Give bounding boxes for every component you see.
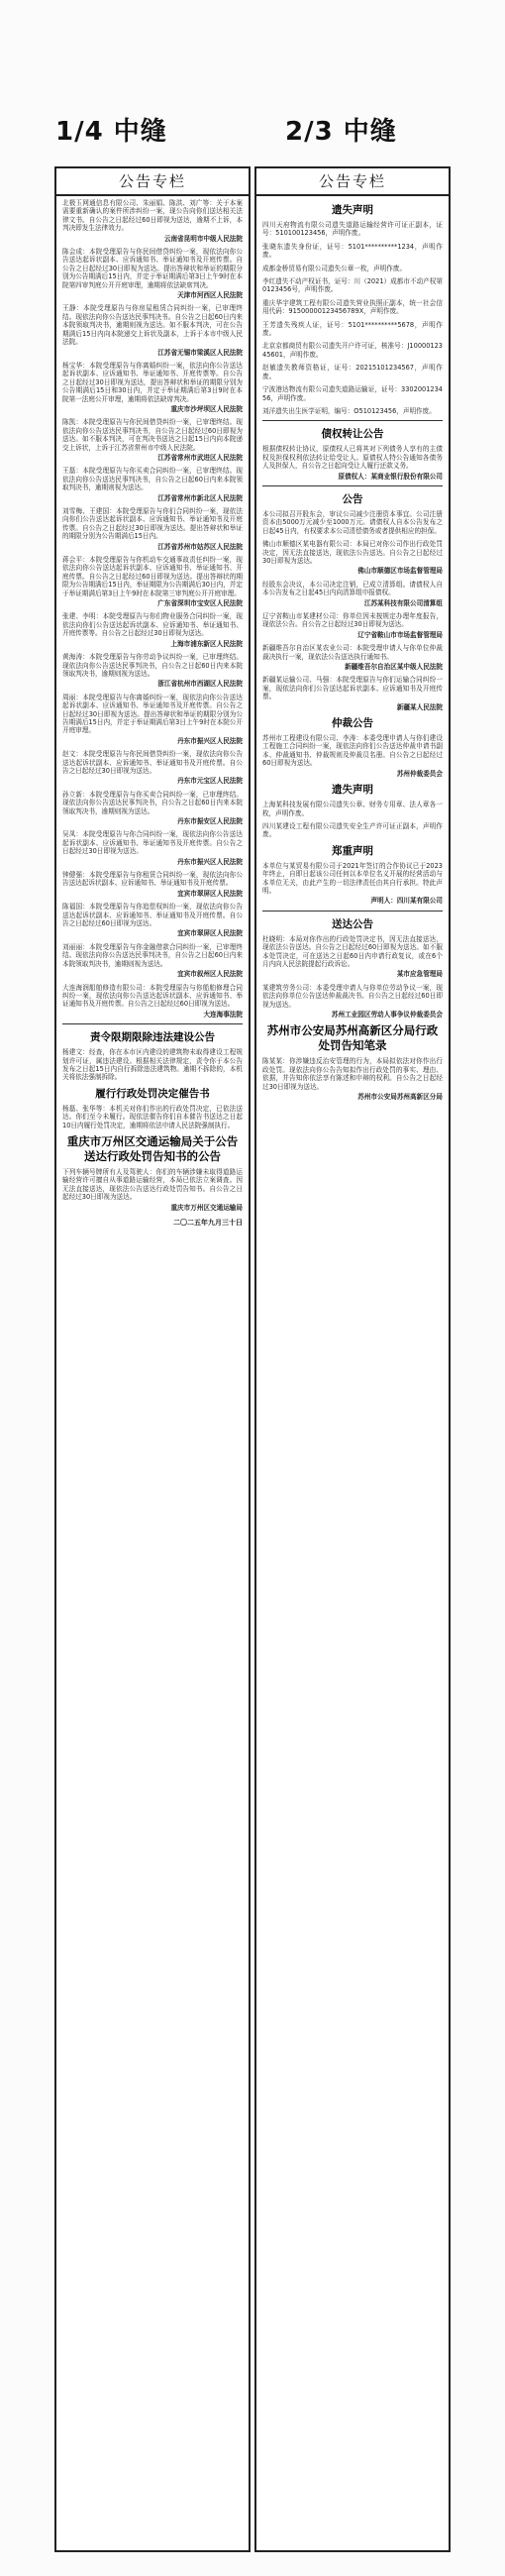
- notice-text: 北极玉网通信息有限公司、朱丽娟、陈洪、刘广等：关于本案需要重新确认的案件所涉纠纷一案，现公告向你们送达相关法律文书。自公告之日起经过60日即视为送达，逾期不上诉，本判决即发生法律效力。: [62, 199, 243, 233]
- notice-signature: 大连海事法院: [203, 1010, 243, 1019]
- notice-text: 本单位与某贸易有限公司于2021年签订的合作协议已于2023年终止，自即日起该公司任何以本单位名义开展的经营活动与本单位无关，由此产生的一切法律责任由其自行承担。特此声明。: [262, 861, 443, 895]
- divider: [262, 911, 443, 912]
- notice-signature: 宜宾市翠屏区人民法院: [177, 929, 243, 938]
- divider: [262, 420, 443, 421]
- notice-text: 赵敏遗失教师资格证，证号：20215101234567，声明作废。: [262, 364, 443, 380]
- section-wanzhou-transport-items: [62, 1168, 243, 1212]
- notice-signature: 重庆市沙坪坝区人民法院: [170, 404, 243, 413]
- section-title-loss-declaration: 遗失声明: [332, 204, 373, 216]
- notice-signature: 重庆市万州区交通运输局: [170, 1203, 243, 1212]
- right-column-body: [256, 196, 449, 1101]
- notice-text: 下列车辆号牌所有人及驾驶人：你们的车辆涉嫌未取得道路运输经营许可擅自从事道路运输经营，本局已依法立案调查。因无法直接送达，现依法公告送达行政处罚告知书。自公告之日起经过30日即视为送达。: [62, 1167, 243, 1202]
- notice-item: [262, 385, 443, 402]
- section-loss-declaration-items: [262, 221, 443, 415]
- notice-item: [262, 734, 443, 778]
- notice-item: [62, 248, 243, 299]
- notice-item: [62, 694, 243, 745]
- notice-text: 上海某科技发展有限公司遗失公章、财务专用章、法人章各一枚，声明作废。: [262, 801, 443, 817]
- notice-item: [262, 299, 443, 316]
- notice-item: [262, 510, 443, 535]
- notice-item: [262, 243, 443, 260]
- notice-item: [262, 221, 443, 238]
- notice-item: [62, 791, 243, 826]
- divider: [262, 485, 443, 486]
- notice-item: [62, 507, 243, 551]
- notice-text: 刘雪梅、王建国：本院受理原告与你们合同纠纷一案，现依法向你们公告送达起诉状副本、应诉通知书、举证通知书及开庭传票。自公告之日起经过30日即视为送达。提出答辩状和举证的期限分别为公告期满后15日内。: [62, 507, 243, 541]
- notice-text: 陈某某：你涉嫌违反治安管理的行为，本局拟依法对你作出行政处罚。现依法向你公告告知拟作出行政处罚的事实、理由、依据，并告知你依法享有陈述和申辩的权利。自公告之日起经过30日即视为送达。: [262, 1057, 443, 1091]
- notice-item: [62, 467, 243, 502]
- notice-text: 新疆维吾尔自治区某农业公司：本院受理申请人与你单位仲裁裁决执行一案，现依法公告送达执行通知书。: [262, 644, 443, 661]
- notice-item: [262, 935, 443, 979]
- notice-signature: 上海市浦东新区人民法院: [170, 639, 243, 648]
- notice-item: [62, 750, 243, 786]
- page-label-right: 2/3 中缝: [285, 117, 397, 147]
- notice-item: [262, 1057, 443, 1101]
- section-debt-transfer-items: [262, 445, 443, 481]
- notice-signature: 某市应急管理局: [396, 970, 443, 979]
- notice-item: [262, 801, 443, 817]
- notice-signature: 天津市河西区人民法院: [177, 291, 243, 300]
- notice-signature: 佛山市顺德区市场监督管理局: [357, 567, 443, 576]
- notice-item: [262, 822, 443, 839]
- notice-item: [262, 862, 443, 906]
- notice-signature: 广东省深圳市宝安区人民法院: [157, 599, 243, 608]
- notice-text: 杜晓明：本局对你作出的行政处罚决定书，因无法直接送达，现依法公告送达。自公告之日起经过60日即视为送达。如不服本处罚决定，可在送达之日起60日内申请行政复议，或在6个月内向人民法院提起行政诉讼。: [262, 934, 443, 968]
- notice-text: 周丽：本院受理原告与你离婚纠纷一案，现依法向你公告送达起诉状副本、应诉通知书、举证通知书及开庭传票。自公告之日起经过30日即视为送达。提出答辩状和举证的期限分别为公告期满后15日内，并定于举证期满后第3日上午9时在本院公开开庭审理。: [62, 693, 243, 735]
- notice-text: 北京京都商贸有限公司遗失开户许可证，核准号：J1000012345601，声明作废。: [262, 342, 443, 359]
- notice-text: 刘洋遗失出生医学证明，编号：O510123456，声明作废。: [262, 406, 436, 415]
- notice-text: 佛山市顺德区某电器有限公司：本局已对你公司作出行政处罚决定，因无法直接送达，现依法公告送达。自公告之日起经过30日即视为送达。: [262, 540, 443, 565]
- notice-text: 苏州市工程建设有限公司、李涛：本委受理申请人与你们建设工程施工合同纠纷一案，现依法向你们公告送达仲裁申请书副本、仲裁通知书、仲裁规则及仲裁员名册。自公告之日起经过60日即视为送达。: [262, 734, 443, 768]
- notice-text: 新疆某运输公司、马强：本院受理原告与你们运输合同纠纷一案，现依法向你们公告送达起诉状副本、应诉通知书及开庭传票。: [262, 676, 443, 701]
- section-title-wanzhou-transport: 重庆市万州区交通运输局关于公告送达行政处罚告知书的公告: [66, 1133, 239, 1163]
- notice-text: 辽宁省鞍山市某建材公司：你单位因未按规定办理年度报告，现依法公告。自公告之日起经过30日即视为送达。: [262, 612, 443, 629]
- notice-item: [262, 445, 443, 481]
- right-column-header: 公告专栏: [256, 168, 449, 196]
- notice-signature: 丹东市振安区人民法院: [177, 817, 243, 825]
- notice-text: 黄海涛：本院受理原告与你劳动争议纠纷一案，已审理终结。现依法向你公告送达民事判决书，自公告之日起60日内来本院领取判决书，逾期则视为送达。: [62, 653, 243, 678]
- notice-text: 陈福国：本院受理原告与你追偿权纠纷一案，现依法向你公告送达起诉状副本、应诉通知书、举证通知书及开庭传票。自公告之日起经过60日即视为送达。: [62, 903, 243, 928]
- notice-item: [262, 581, 443, 607]
- notice-signature: 原债权人：某商业银行股份有限公司: [338, 472, 443, 481]
- notice-text: 杨建文：经查，你在本市区内建设的建筑物未取得建设工程规划许可证，属违法建设。根据相关法律规定，责令你于本公告发布之日起15日内自行拆除违法建筑物。逾期不拆除的，本机关将依法强制拆除。: [62, 1048, 243, 1082]
- notice-text: 王芳遗失残疾人证，证号：5101**********5678，声明作废。: [262, 320, 443, 338]
- notice-text: 经股东会决议，本公司决定注销，已成立清算组。请债权人自本公告发布之日起45日内向清算组申报债权。: [262, 580, 443, 597]
- notice-item: [262, 407, 443, 415]
- notice-signature: 苏州市公安局苏州高新区分局: [357, 1093, 443, 1102]
- notice-text: 张建、李明：本院受理原告与你们物业服务合同纠纷一案，现依法向你们公告送达起诉状副本、应诉通知书、举证通知书、开庭传票等。自公告之日起经过30日即视为送达。: [62, 612, 243, 638]
- notice-signature: 江苏省无锡市梁溪区人民法院: [157, 348, 243, 357]
- section-title-penalty-reminder: 履行行政处罚决定催告书: [95, 1087, 210, 1100]
- notice-item: [262, 277, 443, 294]
- notice-signature: 丹东市振兴区人民法院: [177, 857, 243, 866]
- notice-item: [62, 984, 243, 1020]
- notice-item: [262, 342, 443, 359]
- notice-signature: 苏州仲裁委员会: [396, 769, 443, 778]
- divider: [62, 1023, 243, 1024]
- notice-signature: 宜宾市翠屏区人民法院: [177, 889, 243, 898]
- notice-text: 杨磊、张华等：本机关对你们作出的行政处罚决定，已依法送达。你们至今未履行。现依法催告你们自本催告书送达之日起10日内履行处罚决定，逾期将依法申请人民法院强制执行。: [62, 1104, 243, 1129]
- left-column: [54, 166, 251, 2552]
- notice-item: [262, 265, 443, 272]
- section-title-demolition: 责令限期限除违法建设公告: [90, 1031, 215, 1044]
- notice-text: 成都金桥贸易有限公司遗失公章一枚，声明作废。: [262, 264, 407, 272]
- section-notice-items: [262, 510, 443, 711]
- page-label-left: 1/4 中缝: [55, 117, 167, 147]
- section-service-notice-items: [262, 935, 443, 1020]
- notice-signature: 江苏某科技有限公司清算组: [363, 598, 443, 607]
- notice-text: 王静：本院受理原告与你房屋租赁合同纠纷一案，已审理终结。现依法向你公告送达民事判决书。自公告之日起60日内来本院领取判决书，逾期则视为送达。如不服本判决，可在公告期满后15日内向本院递交上诉状及副本，上诉于本市中级人民法院。: [62, 304, 243, 347]
- section-title-debt-transfer: 债权转让公告: [321, 428, 384, 441]
- section-solemn-declaration-items: [262, 862, 443, 906]
- notice-item: [62, 1105, 243, 1129]
- notice-signature: 苏州工业园区劳动人事争议仲裁委员会: [331, 1011, 443, 1019]
- left-column-body: [56, 196, 249, 1228]
- notice-item: [62, 418, 243, 462]
- notice-signature: 浙江省杭州市西湖区人民法院: [157, 680, 243, 689]
- section-loss-declaration-2-items: [262, 801, 443, 839]
- notice-text: 根据债权转让协议，原债权人已将其对下列债务人享有的主债权及担保权利依法转让给受让人。原债权人特公告通知各债务人及担保人，自公告之日起向受让人履行还款义务。: [262, 445, 443, 471]
- notice-item: [62, 612, 243, 648]
- notice-signature: 辽宁省鞍山市市场监督管理局: [357, 630, 443, 639]
- notice-text: 刘丽丽：本院受理原告与你金融借款合同纠纷一案，已审理终结。现依法向你公告送达民事判决书，自公告之日起60日内来本院领取判决书，逾期则视为送达。: [62, 942, 243, 968]
- notice-text: 四川天府物流有限公司遗失道路运输经营许可证正副本，证号：510100123456，声明作废。: [262, 221, 443, 238]
- notice-item: [62, 1168, 243, 1212]
- notice-text: 吴凤：本院受理原告与你合同纠纷一案，现依法向你公告送达起诉状副本、应诉通知书、举证通知书及开庭传票。自公告之日起经过30日即视为送达。: [62, 830, 243, 856]
- notice-text: 孙立新：本院受理原告与你买卖合同纠纷一案，已审理终结。现依法向你公告送达民事判决书，自公告之日起60日内来本院领取判决书，逾期则视为送达。: [62, 790, 243, 815]
- section-title-notice: 公告: [342, 492, 363, 505]
- notice-item: [62, 653, 243, 689]
- notice-signature: 江苏省苏州市姑苏区人民法院: [157, 542, 243, 551]
- notice-signature: 江苏省常州市武进区人民法院: [157, 453, 243, 462]
- notice-text: 赵文：本院受理原告与你民间借贷纠纷一案，现依法向你公告送达起诉状副本、应诉通知书、举证通知书及开庭传票。自公告之日起经过30日即视为送达。: [62, 750, 243, 775]
- notice-text: 王磊：本院受理原告与你买卖合同纠纷一案，已审理终结。现依法向你公告送达民事判决书，自公告之日起60日内来本院领取判决书，逾期则视为送达。: [62, 467, 243, 492]
- notice-item: [62, 304, 243, 356]
- section-suzhou-police-items: [262, 1057, 443, 1101]
- section-title-arbitration: 仲裁公告: [332, 717, 373, 730]
- section-arbitration-items: [262, 734, 443, 778]
- section-title-suzhou-police: 苏州市公安局苏州高新区分局行政处罚告知笔录: [266, 1023, 439, 1053]
- notice-item: [62, 199, 243, 243]
- notice-text: 钟健强：本院受理原告与你租赁合同纠纷一案，现依法向你公告送达起诉状副本、应诉通知书、举证通知书及开庭传票。: [62, 871, 243, 888]
- section-title-solemn-declaration: 郑重声明: [332, 844, 373, 857]
- notice-signature: 丹东市振兴区人民法院: [177, 736, 243, 745]
- publish-date: 二〇二五年九月三十日: [173, 1219, 243, 1227]
- left-items: [62, 199, 243, 1019]
- notice-signature: 丹东市元宝区人民法院: [177, 777, 243, 786]
- notice-signature: 宜宾市叙州区人民法院: [177, 970, 243, 979]
- notice-item: [262, 364, 443, 380]
- section-penalty-reminder-items: [62, 1105, 243, 1129]
- notice-item: [262, 676, 443, 711]
- notice-text: 本公司拟召开股东会，审议公司减少注册资本事宜。公司注册资本由5000万元减少至1000万元。请债权人自本公告发布之日起45日内，有权要求本公司清偿债务或者提供相应的担保。: [262, 509, 443, 535]
- notice-signature: 江苏省常州市新北区人民法院: [157, 493, 243, 502]
- notice-text: 宁波港达物流有限公司遗失道路运输证，证号：330200123456，声明作废。: [262, 385, 443, 402]
- notice-item: [62, 362, 243, 413]
- notice-text: 大连海润船舶修造有限公司：本院受理原告与你船舶修理合同纠纷一案，现依法向你公告送达起诉状副本、应诉通知书、举证通知书及开庭传票。自公告之日起经过60日即视为送达。: [62, 983, 243, 1009]
- notice-item: [262, 612, 443, 639]
- section-demolition-items: [62, 1048, 243, 1082]
- notice-text: 四川某建设工程有限公司遗失安全生产许可证正副本，声明作废。: [262, 821, 443, 839]
- right-column: [254, 166, 451, 2552]
- notice-text: 张晓东遗失身份证，证号：5101**********1234，声明作废。: [262, 242, 443, 260]
- notice-item: [62, 871, 243, 898]
- notice-item: [262, 644, 443, 671]
- notice-text: 蒋会平：本院受理原告与你机动车交通事故责任纠纷一案，现依法向你公告送达起诉状副本、应诉通知书、举证通知书、开庭传票。自公告之日起经过60日即视为送达。提出答辩状的期限为公告期满后15日内，举证期限为公告期满后30日内，并定于举证期满后第3日上午9时在本院第三审判庭公开开庭审理。: [62, 556, 243, 597]
- notice-text: 某建筑劳务公司：本委受理申请人与你单位劳动争议一案，现依法向你单位公告送达仲裁裁决书。自公告之日起经过60日即视为送达。: [262, 983, 443, 1009]
- notice-text: 重庆华宇建筑工程有限公司遗失营业执照正副本，统一社会信用代码：91500000123456789X，声明作废。: [262, 298, 443, 316]
- section-title-loss-declaration-2: 遗失声明: [332, 784, 373, 797]
- notice-item: [62, 1048, 243, 1082]
- notice-text: 陈凯：本院受理原告与你民间借贷纠纷一案，已审理终结。现依法向你公告送达民事判决书，自公告之日起经过60日即视为送达。如不服本判决，可在判决书送达之日起15日内向本院递交上诉状，上诉于江苏省常州市中级人民法院。: [62, 418, 243, 452]
- notice-text: 李红遗失不动产权证书，证号：川（2021）成都市不动产权第0123456号，声明作废。: [262, 277, 443, 294]
- notice-item: [262, 984, 443, 1020]
- notice-item: [62, 830, 243, 866]
- notice-signature: 声明人：四川某有限公司: [370, 897, 443, 906]
- notice-text: 陈会成：本院受理原告与你民间借贷纠纷一案，现依法向你公告送达起诉状副本、应诉通知书、举证通知书及开庭传票。自公告之日起经过30日即视为送达。提出答辩状和举证的期限分别为公告期满后15日内，并定于举证期满后第3日上午9时在本院第四审判庭公开开庭审理，逾期将依法缺席判决。: [62, 248, 243, 289]
- notice-item: [62, 943, 243, 979]
- section-title-service-notice: 送达公告: [332, 917, 373, 930]
- left-column-header: 公告专栏: [56, 168, 249, 196]
- notice-item: [262, 321, 443, 338]
- notice-text: 杨宝华：本院受理原告与你离婚纠纷一案，依法向你公告送达起诉状副本、应诉通知书、举证通知书、开庭传票等。自公告之日起经过30日即视为送达，提出答辩状和举证的期限分别为公告期满后15日和30日内，并定于举证期满后第3日9时在本院第一法庭公开审理，逾期将依法缺席判决。: [62, 361, 243, 403]
- notice-item: [262, 540, 443, 576]
- notice-signature: 云南省昆明市中级人民法院: [163, 234, 243, 243]
- notice-signature: 新疆某人民法院: [396, 702, 443, 711]
- notice-item: [62, 903, 243, 938]
- notice-signature: 新疆维吾尔自治区某中级人民法院: [345, 663, 443, 672]
- notice-item: [62, 556, 243, 607]
